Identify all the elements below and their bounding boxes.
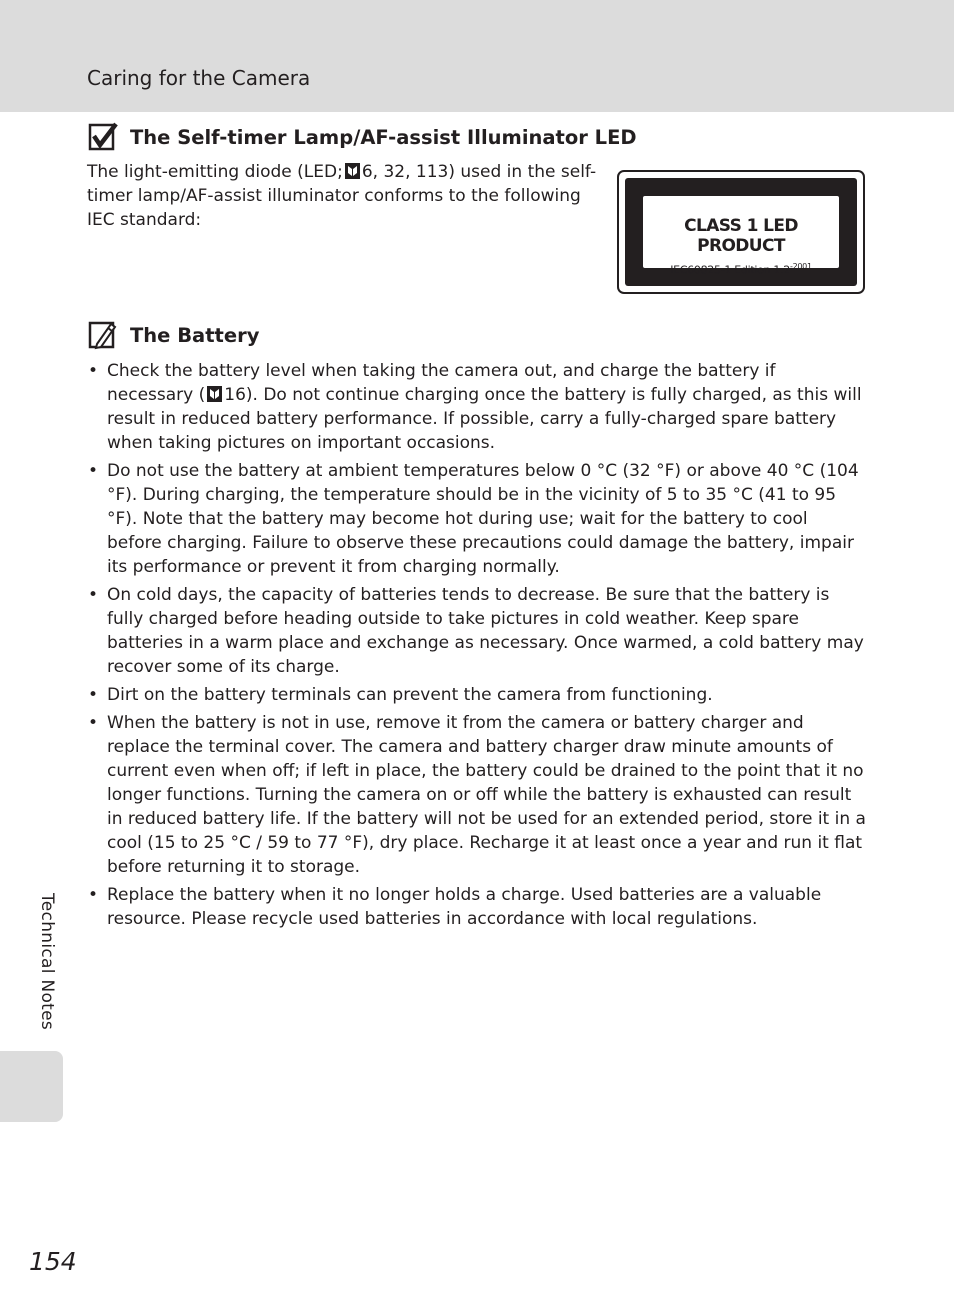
list-item: • Dirt on the battery terminals can prevent the camera from functioning.	[87, 683, 867, 707]
pencil-icon	[88, 320, 118, 350]
led-paragraph	[87, 160, 607, 232]
battery-section-title: The Battery	[130, 323, 260, 347]
list-item: • Do not use the battery at ambient temperatures below 0 °C (32 °F) or above 40 °C (104 °F). During charging, the temperature should be in the vicinity of 5 to 35 °C (41 to 95 °F). Note that the battery may become hot during use; wait for the battery to cool before charging. Failure to observe these precautions could damage the battery, impair its performance or prevent it from charging normally.	[87, 459, 867, 579]
page-header-title: Caring for the Camera	[87, 66, 311, 90]
side-tab-marker	[0, 1051, 63, 1122]
battery-bullet-list	[87, 359, 867, 935]
led-class-label	[617, 170, 865, 294]
page-number: 154	[29, 1247, 77, 1276]
led-text-end: 6, 32, 113) used in the self-timer lamp/AF-assist illuminator conforms to the following IEC standard:	[87, 162, 597, 230]
list-item: • When the battery is not in use, remove it from the camera or battery charger and replace the terminal cover. The camera and battery charger draw minute amounts of current even when off; if left in place, the battery could be drained to the point that it no longer functions. Turning the camera on or off while the battery is exhausted can result in reduced battery life. If the battery will not be used for an extended period, store it in a cool (15 to 25 °C / 59 to 77 °F), dry place. Recharge it at least once a year and run it flat before returning it to storage.	[87, 711, 867, 879]
check-mark-icon	[88, 122, 118, 152]
led-label-class: CLASS 1 LED PRODUCT	[684, 216, 798, 256]
led-label-card	[643, 196, 839, 277]
list-item: • Check the battery level when taking the camera out, and charge the battery if necessary ( 16). Do not continue charging once the battery is fully charged, as this will result in reduced battery performance. If possible, carry a fully-charged spare battery when taking pictures on important occasions.	[87, 359, 867, 455]
side-section-label: Technical Notes	[37, 893, 57, 1031]
led-section-title: The Self-timer Lamp/AF-assist Illuminator LED	[130, 125, 637, 149]
list-item: • On cold days, the capacity of batteries tends to decrease. Be sure that the battery is fully charged before heading outside to take pictures in cold weather. Keep spare batteries in a warm place and exchange as necessary. Once warmed, a cold battery may recover some of its charge.	[87, 583, 867, 679]
page-reference-icon	[207, 385, 222, 401]
page-reference-icon	[345, 162, 360, 178]
led-section-heading	[88, 122, 637, 152]
battery-section-heading	[88, 320, 259, 350]
led-label-standard: IEC60825-1 Edition $1.2^{-2001}$	[670, 262, 812, 277]
led-text-start: The light-emitting diode (LED;	[87, 162, 343, 182]
list-item: • Replace the battery when it no longer holds a charge. Used batteries are a valuable resource. Please recycle used batteries in accordance with local regulations.	[87, 883, 867, 931]
header-band	[0, 0, 954, 112]
